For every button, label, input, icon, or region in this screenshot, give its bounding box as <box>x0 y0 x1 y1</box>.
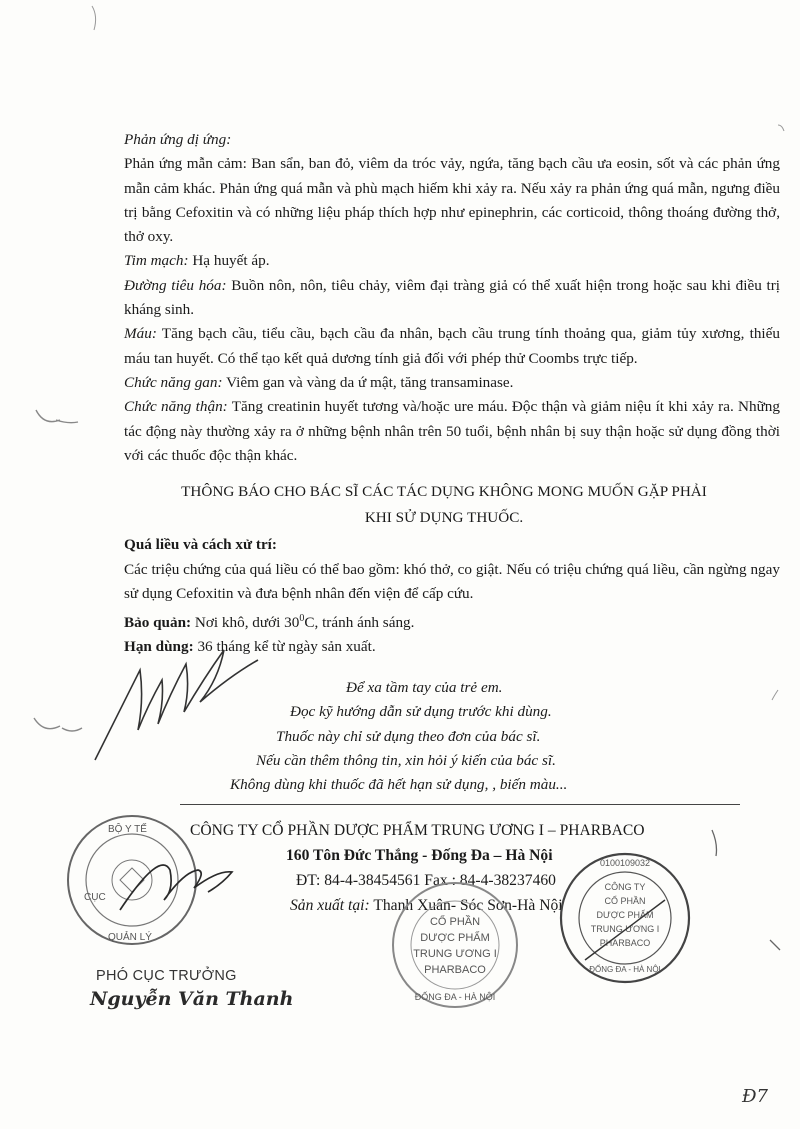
ministry-stamp-bottom: QUẢN LÝ <box>108 932 152 943</box>
expiry-label: Hạn dùng: <box>124 638 194 656</box>
margin-mark <box>92 6 96 30</box>
margin-mark <box>712 830 780 950</box>
margin-mark <box>36 410 78 423</box>
kidney-text: Tăng creatinin huyết tương và/hoặc ure máu. Độc thận và giảm niệu ít khi xảy ra. Những tác động này thường xảy ra ở những bệnh nhân trên 50 tuổi, bệnh nhân bị suy thận hoặc sử dụng đồng thời với các thuốc độc thận khác. <box>124 398 780 464</box>
company-name: CÔNG TY CỔ PHẦN DƯỢC PHẨM TRUNG ƯƠNG I – PHARBACO <box>190 822 645 839</box>
stamp3-line-2: CỔ PHẦN <box>604 896 646 906</box>
liver-text: Viêm gan và vàng da ứ mật, tăng transaminase. <box>226 373 514 391</box>
signature-upper <box>95 650 258 760</box>
ministry-stamp-top: BỘ Y TẾ <box>108 824 147 835</box>
storage-superscript: 0 <box>299 612 305 624</box>
blood-text: Tăng bạch cầu, tiểu cầu, bạch cầu đa nhân, bạch cầu trung tính thoảng qua, giảm tủy xương, thiếu máu tan huyết. Có thể tạo kết quả dương tính giả đối với phép thử Coombs trực tiếp. <box>124 325 780 367</box>
margin-mark <box>34 718 82 731</box>
approver-title: PHÓ CỤC TRƯỞNG <box>96 968 237 984</box>
warning-line: Không dùng khi thuốc đã hết hạn sử dụng, , biến màu... <box>230 776 568 794</box>
stamp3-line-5: PHARBACO <box>599 938 651 948</box>
stamp3-number: 0100109032 <box>599 858 651 868</box>
ministry-stamp-middle: CỤC <box>84 892 106 903</box>
stamp3-line-1: CÔNG TY <box>604 882 646 892</box>
company-stamp <box>393 883 517 1007</box>
gi-label: Đường tiêu hóa: <box>124 276 227 294</box>
stamp3-line-3: DƯỢC PHẨM <box>596 910 654 920</box>
company-stamp-line-3: TRUNG ƯƠNG I <box>413 948 497 960</box>
stamp3-line-4: TRUNG ƯƠNG I <box>590 924 660 934</box>
storage-text-after: C, tránh ánh sáng. <box>304 613 415 631</box>
notice-line-1: THÔNG BÁO CHO BÁC SĨ CÁC TÁC DỤNG KHÔNG MONG MUỐN GẶP PHẢI <box>181 483 707 500</box>
warning-line: Thuốc này chỉ sử dụng theo đơn của bác sĩ. <box>276 727 541 745</box>
company-address: 160 Tôn Đức Thắng - Đống Đa – Hà Nội <box>286 847 553 864</box>
cardio-text: Hạ huyết áp. <box>192 252 270 270</box>
storage-label: Bảo quản: <box>124 613 192 631</box>
liver-label: Chức năng gan: <box>124 373 223 391</box>
allergy-heading: Phản ứng dị ứng: <box>124 131 232 148</box>
notice-line-2: KHI SỬ DỤNG THUỐC. <box>364 509 524 526</box>
page-mark: Đ7 <box>742 1086 768 1107</box>
company-stamp-ring: ĐỐNG ĐA - HÀ NỘI <box>414 992 496 1002</box>
company-contact: ĐT: 84-4-38454561 Fax : 84-4-38237460 <box>296 872 556 889</box>
approver-name: Nguyễn Văn Thanh <box>90 988 294 1010</box>
gi-text: Buồn nôn, nôn, tiêu chảy, viêm đại tràng giả có thể xuất hiện trong hoặc sau khi điều trị kháng sinh. <box>124 276 780 319</box>
allergy-text: Phản ứng mẫn cảm: Ban sẩn, ban đỏ, viêm da tróc vảy, ngứa, tăng bạch cầu ưa eosin, sốt và các phản ứng mẫn cảm khác. Phản ứng quá mẫn và phù mạch hiếm khi xảy ra. Nếu xảy ra phản ứng quá mẫn, ngưng điều trị bằng Cefoxitin và có những liệu pháp thích hợp như epinephrin, các corticoid, thông thoáng đường thở, thở oxy. <box>124 155 780 246</box>
company-stamp-line-1: CỔ PHẦN <box>429 916 481 928</box>
margin-mark <box>772 125 784 700</box>
warning-line: Để xa tầm tay của trẻ em. <box>346 679 503 696</box>
warning-line: Nếu cần thêm thông tin, xin hỏi ý kiến của bác sĩ. <box>256 751 556 769</box>
stamp3-ring: ĐỐNG ĐA - HÀ NỘI <box>589 965 661 974</box>
factory-label: Sản xuất tại: <box>290 897 370 914</box>
company-stamp-right <box>561 854 689 982</box>
signature-lower <box>120 865 232 910</box>
warning-line: Đọc kỹ hướng dẫn sử dụng trước khi dùng. <box>290 703 552 721</box>
cardio-label: Tim mạch: <box>124 252 189 270</box>
ministry-stamp <box>68 816 196 944</box>
company-stamp-line-2: DƯỢC PHẨM <box>420 932 490 944</box>
company-stamp-line-4: PHARBACO <box>424 964 486 976</box>
expiry-text: 36 tháng kể từ ngày sản xuất. <box>197 638 376 656</box>
overdose-heading: Quá liều và cách xử trí: <box>124 536 277 553</box>
overdose-text: Các triệu chứng của quá liều có thể bao gồm: khó thở, co giật. Nếu có triệu chứng quá liều, cần ngừng ngay sử dụng Cefoxitin và đưa bệnh nhân đến viện để cấp cứu. <box>124 560 780 602</box>
kidney-label: Chức năng thận: <box>124 398 228 416</box>
factory-text: Thanh Xuân- Sóc Sơn-Hà Nội <box>373 897 563 914</box>
storage-text-before: Nơi khô, dưới 30 <box>194 613 300 631</box>
blood-label: Máu: <box>124 325 157 343</box>
